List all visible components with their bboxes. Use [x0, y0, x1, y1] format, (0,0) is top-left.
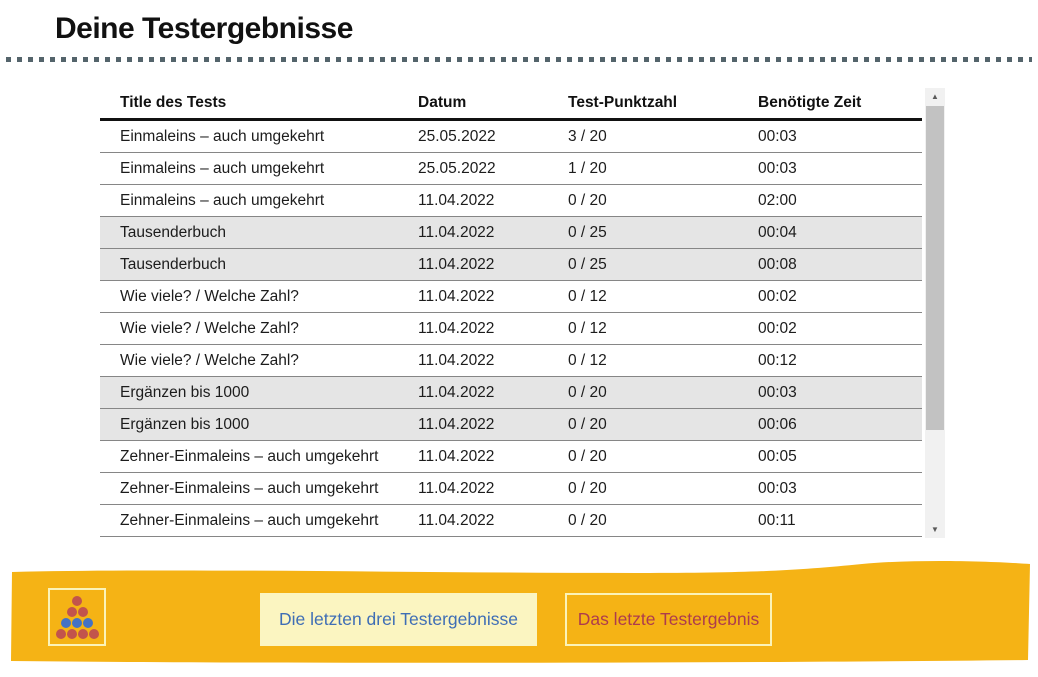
header-score: Test-Punktzahl — [568, 94, 678, 111]
red-dot — [78, 607, 88, 617]
cell-score: 0 / 20 — [568, 383, 607, 401]
cell-test-title: Einmaleins – auch umgekehrt — [120, 191, 325, 209]
table-row — [100, 121, 922, 153]
cell-time: 00:03 — [758, 127, 797, 145]
cell-score: 0 / 20 — [568, 191, 607, 209]
cell-score: 3 / 20 — [568, 127, 607, 145]
blue-dot — [61, 618, 71, 628]
cell-time: 00:03 — [758, 159, 797, 177]
cell-time: 00:11 — [758, 511, 796, 529]
table-row — [100, 505, 922, 537]
table-row — [100, 409, 922, 441]
table-row — [100, 345, 922, 377]
cell-date: 11.04.2022 — [418, 319, 495, 337]
cell-time: 00:02 — [758, 319, 797, 337]
cell-test-title: Einmaleins – auch umgekehrt — [120, 127, 325, 145]
cell-time: 00:03 — [758, 479, 797, 497]
cell-date: 11.04.2022 — [418, 383, 495, 401]
last-three-results-button[interactable]: Die letzten drei Testergebnisse — [260, 593, 537, 646]
header-test-title: Title des Tests — [120, 94, 227, 111]
cell-score: 0 / 25 — [568, 223, 607, 241]
table-row — [100, 441, 922, 473]
cell-time: 00:08 — [758, 255, 797, 273]
cell-score: 0 / 12 — [568, 319, 607, 337]
cell-date: 11.04.2022 — [418, 223, 495, 241]
cell-date: 25.05.2022 — [418, 159, 496, 177]
cell-score: 0 / 25 — [568, 255, 607, 273]
cell-date: 11.04.2022 — [418, 415, 495, 433]
cell-test-title: Wie viele? / Welche Zahl? — [120, 351, 299, 369]
page-title: Deine Testergebnisse — [55, 12, 353, 45]
dot-row — [72, 596, 82, 606]
results-table — [100, 88, 922, 538]
cell-test-title: Zehner-Einmaleins – auch umgekehrt — [120, 511, 379, 529]
table-row — [100, 281, 922, 313]
dotted-divider — [6, 57, 1032, 62]
cell-date: 11.04.2022 — [418, 447, 495, 465]
cell-date: 25.05.2022 — [418, 127, 496, 145]
cell-time: 00:05 — [758, 447, 797, 465]
cell-time: 00:02 — [758, 287, 797, 305]
vertical-scrollbar[interactable] — [925, 88, 945, 538]
table-row — [100, 249, 922, 281]
dot-row — [56, 629, 99, 639]
table-row — [100, 473, 922, 505]
table-header-row — [100, 88, 922, 121]
cell-score: 0 / 12 — [568, 351, 607, 369]
dot-row — [67, 607, 88, 617]
cell-test-title: Tausenderbuch — [120, 255, 226, 273]
cell-test-title: Zehner-Einmaleins – auch umgekehrt — [120, 447, 379, 465]
header-time: Benötigte Zeit — [758, 94, 862, 111]
cell-test-title: Ergänzen bis 1000 — [120, 415, 250, 433]
table-row — [100, 313, 922, 345]
red-dot — [89, 629, 99, 639]
cell-date: 11.04.2022 — [418, 351, 495, 369]
cell-score: 0 / 12 — [568, 287, 607, 305]
blue-dot — [72, 618, 82, 628]
cell-test-title: Wie viele? / Welche Zahl? — [120, 319, 299, 337]
cell-score: 1 / 20 — [568, 159, 607, 177]
cell-score: 0 / 20 — [568, 447, 607, 465]
table-row — [100, 153, 922, 185]
cell-time: 00:12 — [758, 351, 797, 369]
cell-time: 00:06 — [758, 415, 797, 433]
scroll-up-icon[interactable]: ▲ — [931, 91, 939, 101]
red-dot — [56, 629, 66, 639]
table-row — [100, 185, 922, 217]
dot-row — [61, 618, 93, 628]
red-dot — [67, 629, 77, 639]
cell-test-title: Zehner-Einmaleins – auch umgekehrt — [120, 479, 379, 497]
cell-date: 11.04.2022 — [418, 511, 495, 529]
scrollbar-thumb[interactable] — [926, 106, 944, 430]
cell-score: 0 / 20 — [568, 511, 607, 529]
table-row — [100, 217, 922, 249]
red-dot — [78, 629, 88, 639]
cell-time: 02:00 — [758, 191, 797, 209]
cell-test-title: Einmaleins – auch umgekehrt — [120, 159, 325, 177]
scroll-down-icon[interactable]: ▼ — [931, 524, 939, 534]
cell-test-title: Ergänzen bis 1000 — [120, 383, 250, 401]
cell-score: 0 / 20 — [568, 415, 607, 433]
results-table-container — [100, 88, 945, 538]
header-date: Datum — [418, 94, 467, 111]
cell-test-title: Wie viele? / Welche Zahl? — [120, 287, 299, 305]
cell-date: 11.04.2022 — [418, 479, 495, 497]
cell-score: 0 / 20 — [568, 479, 607, 497]
cell-test-title: Tausenderbuch — [120, 223, 226, 241]
table-body — [100, 121, 922, 537]
red-dot — [67, 607, 77, 617]
red-dot — [72, 596, 82, 606]
cell-date: 11.04.2022 — [418, 255, 495, 273]
cell-date: 11.04.2022 — [418, 191, 495, 209]
cell-date: 11.04.2022 — [418, 287, 495, 305]
last-result-button[interactable]: Das letzte Testergebnis — [565, 593, 772, 646]
dot-triangle-logo[interactable] — [48, 588, 106, 646]
cell-time: 00:04 — [758, 223, 797, 241]
table-row — [100, 377, 922, 409]
blue-dot — [83, 618, 93, 628]
cell-time: 00:03 — [758, 383, 797, 401]
